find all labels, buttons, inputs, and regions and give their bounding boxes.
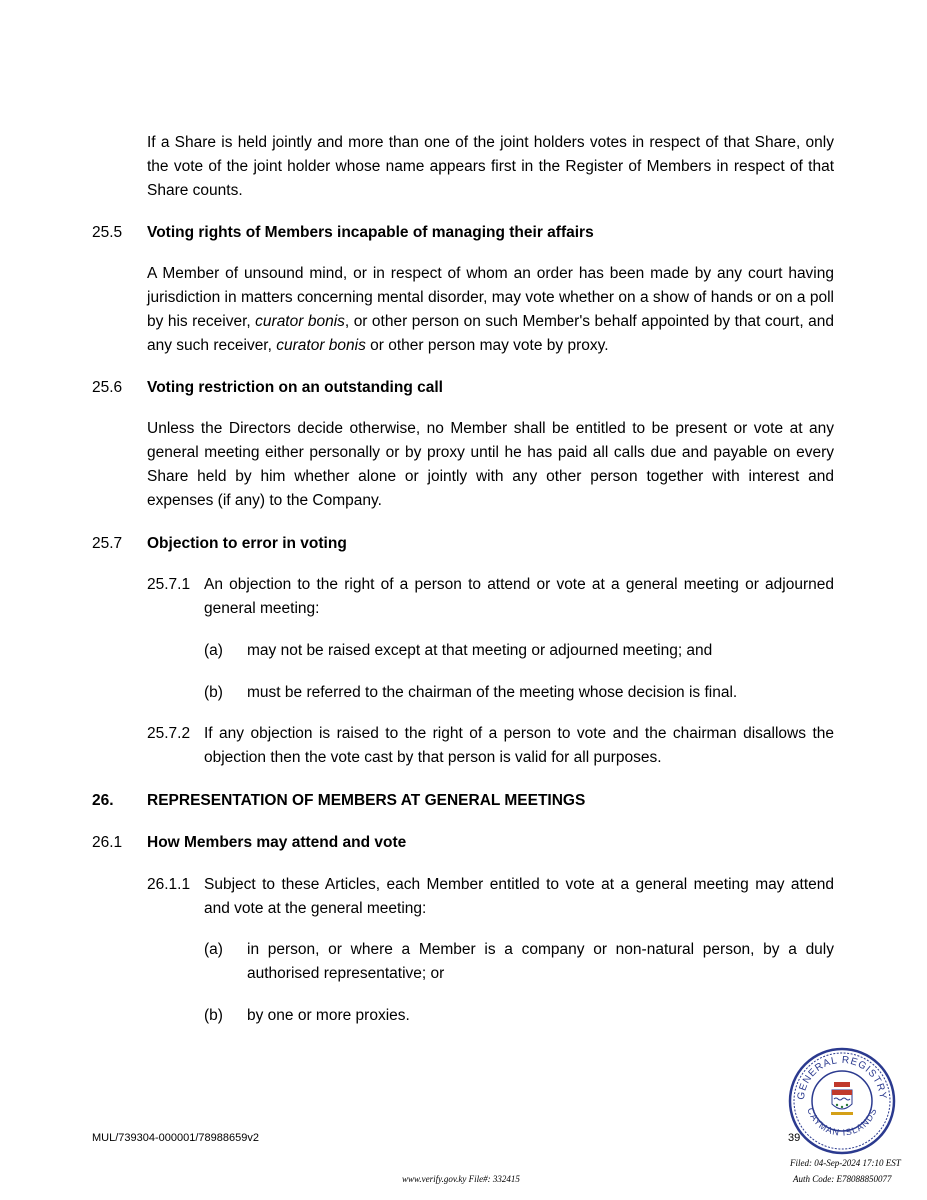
section-number-25-5: 25.5 <box>92 224 123 241</box>
section-heading-26: REPRESENTATION OF MEMBERS AT GENERAL MEETINGS <box>147 792 586 809</box>
subsection-number-26-1-1: 26.1.1 <box>147 876 191 893</box>
italic-term: curator bonis <box>276 337 366 354</box>
item-letter-25-7-1-b: (b) <box>204 684 223 701</box>
subsection-text-26-1-1: Subject to these Articles, each Member entitled to vote at a general meeting may attend and vote at the general meeting: <box>204 876 834 917</box>
seal-coat-of-arms <box>831 1082 853 1115</box>
text-run: A Member of unsound mind, or in respect of whom an order has been made by any court having jurisdiction in matters concerning mental disorder, may vote whether on a show of hands or on a poll by his receiver, <box>147 265 834 330</box>
seal-bottom-text: CAYMAN ISLANDS <box>805 1106 879 1138</box>
subsection-text-25-7-1: An objection to the right of a person to attend or vote at a general meeting or adjourned general meeting: <box>204 576 834 617</box>
item-text-25-7-1-b: must be referred to the chairman of the meeting whose decision is final. <box>247 684 738 701</box>
page-number: 39 <box>788 1132 801 1144</box>
item-letter-26-1-1-a: (a) <box>204 941 223 958</box>
seal-motto-ribbon <box>831 1112 853 1115</box>
section-paragraph-25-5 <box>147 262 834 358</box>
general-registry-seal-icon <box>787 1046 897 1156</box>
seal-star <box>846 1104 848 1106</box>
filed-stamp-text: Filed: 04-Sep-2024 17:10 EST <box>790 1158 901 1168</box>
item-letter-26-1-1-b: (b) <box>204 1007 223 1024</box>
section-heading-25-5: Voting rights of Members incapable of managing their affairs <box>147 224 594 241</box>
subsection-number-25-7-2: 25.7.2 <box>147 725 191 742</box>
text-run: or other person may vote by proxy. <box>365 337 609 354</box>
verify-link-text: www.verify.gov.ky File#: 332415 <box>402 1174 520 1184</box>
section-number-25-6: 25.6 <box>92 379 123 396</box>
subsection-number-25-7-1: 25.7.1 <box>147 576 191 593</box>
italic-term: curator bonis <box>255 313 345 330</box>
section-number-26-1: 26.1 <box>92 834 123 851</box>
seal-shield-chief <box>832 1090 852 1095</box>
document-reference: MUL/739304-000001/78988659v2 <box>92 1132 259 1144</box>
seal-crest <box>834 1082 850 1087</box>
section-number-26: 26. <box>92 792 114 809</box>
subsection-text-25-7-2: If any objection is raised to the right of a person to vote and the chairman disallows the objection then the vote cast by that person is valid for all purposes. <box>204 725 834 766</box>
section-heading-26-1: How Members may attend and vote <box>147 834 407 851</box>
text-run: , or other person on such Member's behalf appointed by that court, and any such receiver, <box>147 313 834 354</box>
seal-star <box>841 1106 843 1108</box>
section-heading-25-6: Voting restriction on an outstanding call <box>147 379 443 396</box>
item-text-26-1-1-a: in person, or where a Member is a company or non-natural person, by a duly authorised representative; or <box>247 941 834 982</box>
seal-top-text: GENERAL REGISTRY <box>795 1054 889 1101</box>
section-heading-25-7: Objection to error in voting <box>147 535 347 552</box>
intro-paragraph: If a Share is held jointly and more than one of the joint holders votes in respect of that Share, only the vote of the joint holder whose name appears first in the Register of Members in respect of that Share counts. <box>147 134 834 199</box>
item-text-26-1-1-b: by one or more proxies. <box>247 1007 410 1024</box>
item-letter-25-7-1-a: (a) <box>204 642 223 659</box>
item-text-25-7-1-a: may not be raised except at that meeting or adjourned meeting; and <box>247 642 713 659</box>
section-paragraph-25-6: Unless the Directors decide otherwise, no Member shall be entitled to be present or vote at any general meeting either personally or by proxy until he has paid all calls due and payable on every Share held by him whether alone or jointly with any other person together with interest and expenses (if any) to the Company. <box>147 420 834 509</box>
auth-code-text: Auth Code: E78088850077 <box>793 1174 892 1184</box>
section-number-25-7: 25.7 <box>92 535 123 552</box>
seal-star <box>836 1104 838 1106</box>
